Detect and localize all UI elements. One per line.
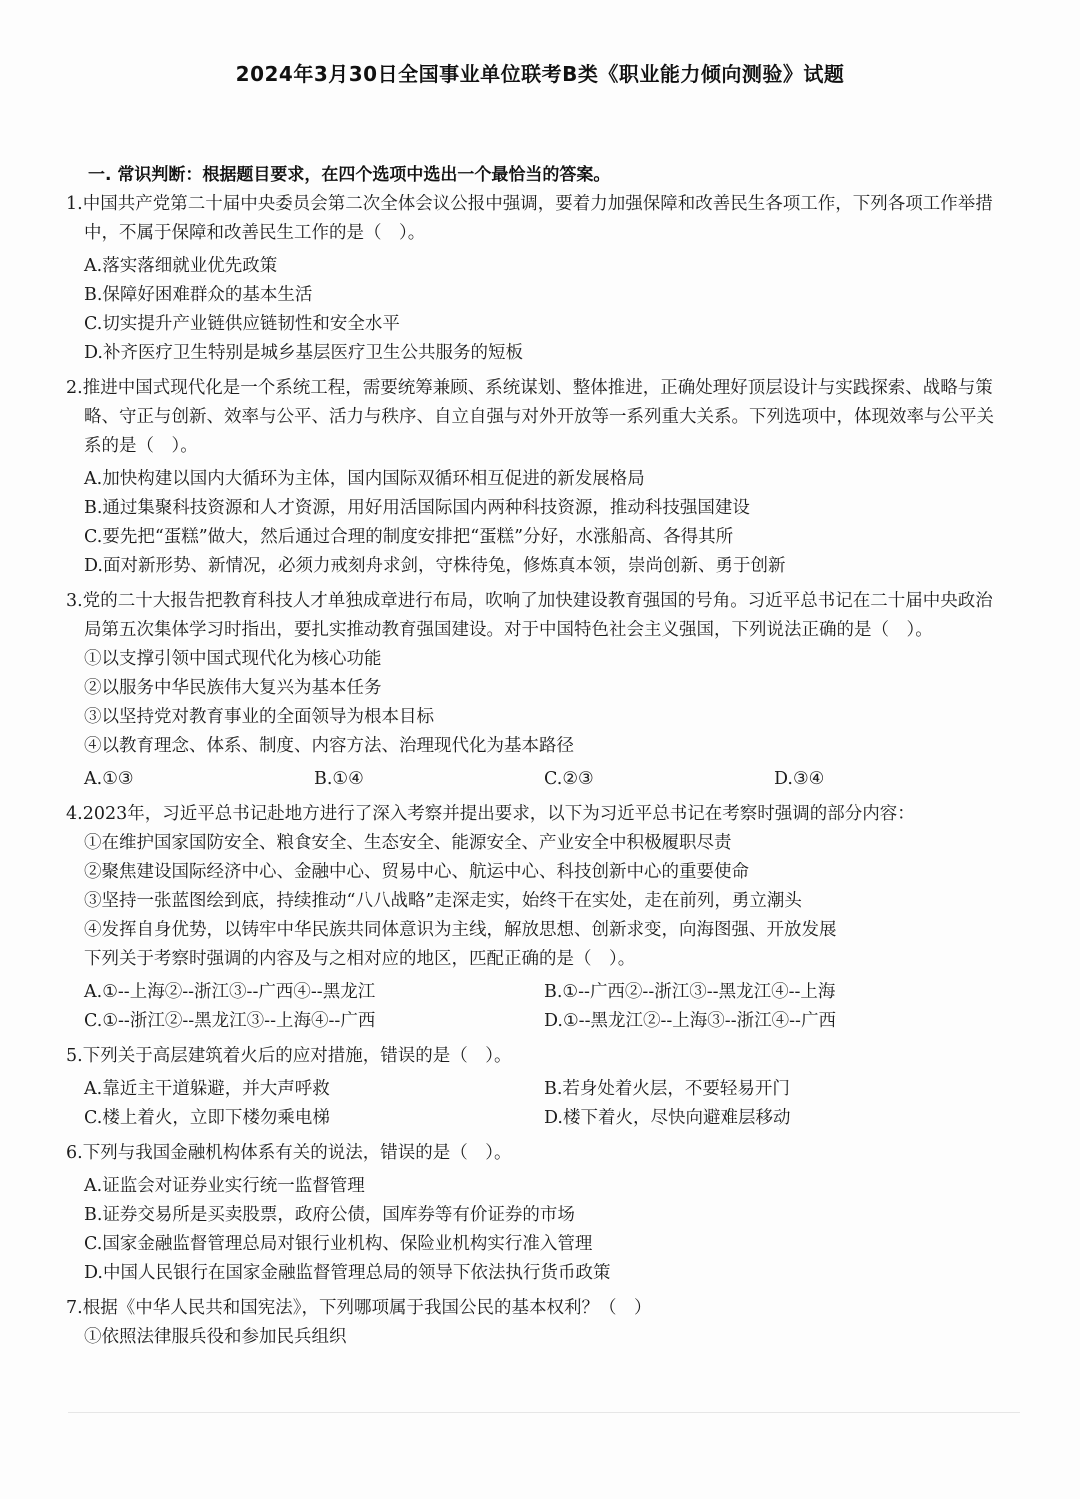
option-c: C.①--浙江②--黑龙江③--上海④--广西	[84, 1011, 376, 1031]
question-stem: 3.党的二十大报告把教育科技人才单独成章进行布局，吹响了加快建设教育强国的号角。习近平总书记在二十届中央政治局第五次集体学习时指出，要扎实推动教育强国建设。对于中国特色社会主义强国，下列说法正确的是（ ）。	[66, 591, 993, 640]
option-b: B.若身处着火层，不要轻易开门	[544, 1079, 790, 1099]
section-heading: 一. 常识判断：根据题目要求，在四个选项中选出一个最恰当的答案。	[88, 165, 611, 185]
statement-2: ②以服务中华民族伟大复兴为基本任务	[84, 678, 382, 698]
statement-3: ③以坚持党对教育事业的全面领导为根本目标	[84, 707, 434, 727]
option-row	[66, 1075, 1006, 1104]
option-row	[66, 1104, 1006, 1133]
question-prompt: 下列关于考察时强调的内容及与之相对应的地区，匹配正确的是（ ）。	[84, 949, 636, 969]
option-a: A.①③	[84, 769, 134, 789]
option-list	[66, 1172, 1006, 1288]
option-c: C.楼上着火，立即下楼勿乘电梯	[84, 1108, 330, 1128]
option-c: C.②③	[544, 769, 594, 789]
question-6	[66, 1139, 1006, 1288]
question-5	[66, 1042, 1006, 1133]
question-stem: 6.下列与我国金融机构体系有关的说法，错误的是（ ）。	[66, 1143, 512, 1163]
page-title: 2024年3月30日全国事业单位联考B类《职业能力倾向测验》试题	[235, 62, 845, 86]
statement-1: ①在维护国家国防安全、粮食安全、生态安全、能源安全、产业安全中积极履职尽责	[84, 833, 732, 853]
option-b: B.保障好困难群众的基本生活	[84, 285, 313, 305]
question-3	[66, 587, 1006, 794]
option-d: D.③④	[774, 769, 825, 789]
option-b: B.证券交易所是买卖股票，政府公债，国库券等有价证券的市场	[84, 1205, 575, 1225]
option-c: C.切实提升产业链供应链韧性和安全水平	[84, 314, 400, 334]
option-d: D.中国人民银行在国家金融监督管理总局的领导下依法执行货币政策	[84, 1263, 611, 1283]
option-d: D.补齐医疗卫生特别是城乡基层医疗卫生公共服务的短板	[84, 343, 523, 363]
question-stem: 1.中国共产党第二十届中央委员会第二次全体会议公报中强调，要着力加强保障和改善民生各项工作，下列各项工作举措中，不属于保障和改善民生工作的是（ ）。	[66, 194, 993, 243]
question-stem: 4.2023年，习近平总书记赴地方进行了深入考察并提出要求，以下为习近平总书记在考察时强调的部分内容：	[66, 804, 915, 824]
statement-1: ①依照法律服兵役和参加民兵组织	[84, 1327, 347, 1347]
question-7	[66, 1294, 1006, 1352]
option-row	[66, 1007, 1006, 1036]
option-a: A.证监会对证券业实行统一监督管理	[84, 1176, 365, 1196]
question-stem: 7.根据《中华人民共和国宪法》，下列哪项属于我国公民的基本权利？（ ）	[66, 1298, 652, 1318]
page-bottom-divider	[68, 1412, 1020, 1413]
question-stem: 5.下列关于高层建筑着火后的应对措施，错误的是（ ）。	[66, 1046, 512, 1066]
option-list	[66, 252, 1006, 368]
statement-4: ④发挥自身优势，以铸牢中华民族共同体意识为主线，解放思想、创新求变，向海图强、开放发展	[84, 920, 837, 940]
question-stem: 2.推进中国式现代化是一个系统工程，需要统筹兼顾、系统谋划、整体推进，正确处理好顶层设计与实践探索、战略与策略、守正与创新、效率与公平、活力与秩序、自立自强与对外开放等一系列重大关系。下列选项中，体现效率与公平关系的是（ ）。	[66, 378, 994, 456]
option-a: A.加快构建以国内大循环为主体，国内国际双循环相互促进的新发展格局	[84, 469, 645, 489]
option-row	[66, 978, 1006, 1007]
option-d: D.①--黑龙江②--上海③--浙江④--广西	[544, 1011, 836, 1031]
question-1	[66, 190, 1006, 368]
option-d: D.面对新形势、新情况，必须力戒刻舟求剑，守株待兔，修炼真本领，崇尚创新、勇于创新	[84, 556, 786, 576]
option-b: B.①--广西②--浙江③--黑龙江④--上海	[544, 982, 836, 1002]
option-list	[66, 465, 1006, 581]
question-list	[66, 190, 1006, 1358]
option-c: C.国家金融监督管理总局对银行业机构、保险业机构实行准入管理	[84, 1234, 593, 1254]
option-c: C.要先把“蛋糕”做大，然后通过合理的制度安排把“蛋糕”分好，水涨船高、各得其所	[84, 527, 734, 547]
statement-1: ①以支撑引领中国式现代化为核心功能	[84, 649, 382, 669]
option-row	[66, 765, 1006, 794]
statement-4: ④以教育理念、体系、制度、内容方法、治理现代化为基本路径	[84, 736, 574, 756]
option-b: B.通过集聚科技资源和人才资源，用好用活国际国内两种科技资源，推动科技强国建设	[84, 498, 750, 518]
option-a: A.落实落细就业优先政策	[84, 256, 278, 276]
option-d: D.楼下着火，尽快向避难层移动	[544, 1108, 791, 1128]
statement-3: ③坚持一张蓝图绘到底，持续推动“八八战略”走深走实，始终干在实处，走在前列，勇立潮头	[84, 891, 802, 911]
question-4	[66, 800, 1006, 1036]
option-b: B.①④	[314, 769, 364, 789]
statement-2: ②聚焦建设国际经济中心、金融中心、贸易中心、航运中心、科技创新中心的重要使命	[84, 862, 749, 882]
option-a: A.①--上海②--浙江③--广西④--黑龙江	[84, 982, 376, 1002]
option-a: A.靠近主干道躲避，并大声呼救	[84, 1079, 330, 1099]
question-2	[66, 374, 1006, 581]
